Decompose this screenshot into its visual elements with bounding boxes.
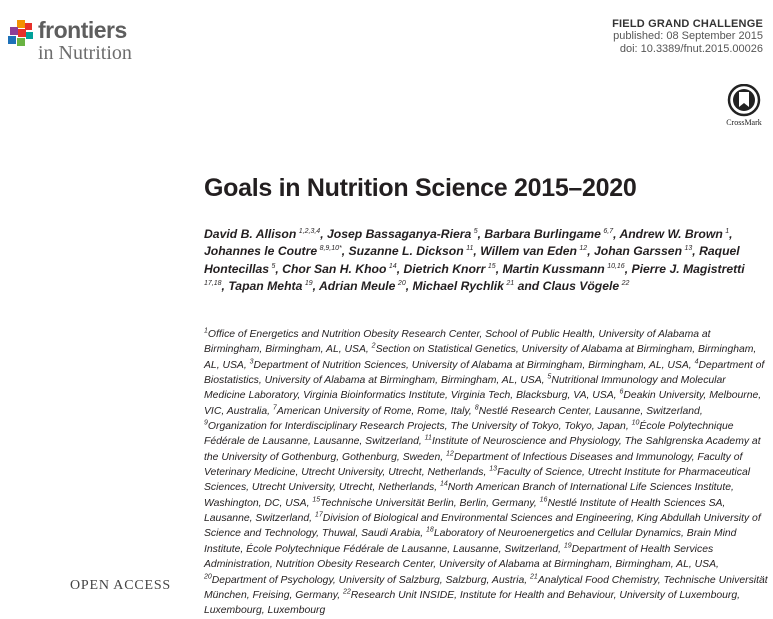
affiliation-number: 18 [426, 527, 434, 534]
author-name: Tapan Mehta [228, 278, 303, 293]
affiliation-number: 19 [563, 542, 572, 550]
affiliation-number: 8 [474, 404, 479, 412]
affiliation-text: Organization for Interdisciplinary Research Projects, The University of Tokyo, Tokyo, Japan, [207, 421, 629, 433]
affiliation-number: 1 [204, 327, 208, 335]
author-name: Martin Kussmann [502, 261, 605, 276]
author[interactable] [282, 262, 397, 276]
affiliation-text: École Polytechnique Fédérale de Lausanne, Lausanne, Switzerland, [204, 421, 734, 448]
author[interactable] [228, 279, 312, 293]
author-name: Johannes le Coutre [204, 244, 318, 259]
author-name: Andrew W. Brown [619, 227, 723, 241]
affiliation-text: Nestlé Research Center, Lausanne, Switzerland, [478, 405, 703, 417]
affiliation [250, 360, 692, 371]
author[interactable] [543, 279, 630, 293]
affiliation-number: 9 [204, 419, 208, 427]
author-name: David B. Allison [204, 227, 297, 241]
author-affiliation-ref: 13 [684, 245, 693, 253]
author-affiliation-ref: 6,7 [603, 227, 614, 235]
affiliation-text: Nestlé Institute of Health Sciences SA, Lausanne, Switzerland, [204, 497, 726, 525]
article-title: Goals in Nutrition Science 2015–2020 [204, 174, 637, 202]
open-access-label: OPEN ACCESS [70, 578, 171, 593]
affiliation-text: Department of Psychology, University of Salzburg, Salzburg, Austria, [211, 574, 528, 586]
author[interactable] [327, 227, 478, 241]
affiliation-number: 15 [312, 496, 321, 504]
author-name: Claus Vögele [542, 278, 620, 293]
author-affiliation-ref: 5 [473, 227, 478, 235]
author[interactable] [480, 244, 587, 258]
author-affiliation-ref: 14 [388, 262, 397, 270]
author-affiliation-ref: 19 [304, 279, 313, 287]
affiliation-number: 11 [424, 434, 432, 442]
affiliation-text: American University of Rome, Rome, Italy, [276, 405, 472, 417]
author[interactable] [204, 244, 342, 258]
affiliation-text: Section on Statistical Genetics, University of Alabama at Birmingham, Birmingham, AL, USA, [204, 344, 757, 371]
affiliation [204, 421, 629, 432]
author-affiliation-ref: 15 [487, 262, 496, 270]
affiliation [312, 498, 536, 509]
author[interactable] [413, 279, 515, 293]
author-name: Suzanne L. Dickson [348, 244, 464, 259]
author[interactable] [204, 227, 320, 241]
affiliation-text: Department of Biostatistics, University of Alabama at Birmingham, Birmingham, AL, USA, [204, 359, 765, 387]
frontiers-logo[interactable] [8, 16, 158, 66]
author-name: Chor San H. Khoo [282, 261, 387, 276]
affiliation [204, 575, 527, 586]
author[interactable] [349, 244, 474, 258]
published-date: published: 08 September 2015 [613, 30, 763, 42]
affiliation [475, 406, 703, 417]
author[interactable] [619, 227, 729, 241]
affiliation-text: Analytical Food Chemistry, Technische Universität München, Freising, Germany, [204, 574, 768, 601]
author-affiliation-ref: 10,16 [607, 262, 625, 270]
affiliation-number: 3 [249, 358, 254, 366]
author-affiliation-ref: 8,9,10* [319, 245, 342, 253]
affiliation-text: Office of Energetics and Nutrition Obesity Research Center, School of Public Health, University of Alabama at Birmingham, Birmingham, AL, USA, [204, 329, 711, 356]
author[interactable] [502, 262, 624, 276]
affiliation-number: 12 [446, 450, 454, 458]
author-affiliation-ref: 17,18 [204, 279, 222, 287]
affiliation-text: Department of Nutrition Sciences, University of Alabama at Birmingham, Birmingham, AL, USA, [253, 359, 692, 371]
affiliation-number: 6 [619, 388, 624, 396]
article-type: FIELD GRAND CHALLENGE [612, 18, 763, 30]
affiliations-list [204, 327, 768, 619]
author-affiliation-ref: 5 [271, 262, 276, 270]
affiliation-number: 5 [547, 373, 552, 381]
affiliation-number: 7 [272, 404, 277, 412]
author-affiliation-ref: 11 [466, 245, 474, 253]
affiliation-number: 10 [631, 419, 640, 427]
author-name: Johan Garssen [593, 244, 683, 259]
brand-name: frontiers [38, 17, 127, 43]
author-affiliation-ref: 22 [621, 279, 630, 287]
crossmark-icon [718, 84, 770, 118]
author-affiliation-ref: 21 [506, 279, 515, 287]
author-name: Adrian Meule [318, 278, 396, 293]
affiliation-text: Research Unit INSIDE, Institute for Health and Behaviour, University of Luxembourg, Luxembourg, Luxembourg [204, 589, 741, 617]
journal-name: in Nutrition [38, 42, 132, 64]
author-name: Josep Bassaganya-Riera [326, 227, 472, 241]
affiliation-text: Laboratory of Neuroenergetics and Cellular Dynamics, Brain Mind Institute, École Polytechnique Fédérale de Lausanne, Lausanne, Switzerland, [204, 528, 737, 555]
author[interactable] [319, 279, 406, 293]
affiliation-text: Department of Infectious Diseases and Immunology, Faculty of Veterinary Medicine, Utrecht University, Utrecht, Netherlands, [204, 451, 743, 479]
author-name: Michael Rychlik [412, 278, 504, 293]
author[interactable] [594, 244, 692, 258]
author-name: Raquel Hontecillas [204, 244, 740, 276]
affiliation-number: 16 [539, 496, 548, 504]
affiliation [273, 406, 472, 417]
crossmark-badge[interactable] [718, 84, 770, 134]
author-name: Pierre J. Magistretti [631, 261, 745, 276]
author[interactable] [403, 262, 495, 276]
affiliation-number: 4 [694, 358, 699, 366]
article-meta [612, 18, 763, 56]
affiliation-number: 13 [489, 465, 498, 473]
affiliation-number: 22 [342, 588, 351, 596]
author-name: Dietrich Knorr [403, 261, 486, 276]
author-name: Barbara Burlingame [484, 227, 601, 241]
frontiers-squares-icon [8, 20, 34, 46]
author-name: Willem van Eden [480, 244, 577, 259]
affiliation-number: 17 [314, 511, 323, 519]
crossmark-label: CrossMark [726, 118, 762, 127]
affiliation-text: North American Branch of International Life Sciences Institute, Washington, DC, USA, [204, 482, 734, 509]
affiliation-number: 2 [371, 342, 376, 350]
affiliation-text: Deakin University, Melbourne, VIC, Australia, [204, 390, 762, 417]
author-affiliation-ref: 1 [725, 227, 730, 235]
author-affiliation-ref: 12 [579, 245, 588, 253]
affiliation-text: Institute of Neuroscience and Physiology, The Sahlgrenska Academy at the University of Gothenburg, Gothenburg, Sweden, [204, 436, 761, 463]
affiliation-number: 20 [204, 573, 212, 581]
author[interactable] [484, 227, 613, 241]
affiliation-text: Division of Biological and Environmental Sciences and Engineering, King Abdullah University of Science and Technology, Thuwal, Saudi Arabia, [204, 513, 761, 540]
doi-link[interactable]: doi: 10.3389/fnut.2015.00026 [619, 43, 763, 55]
affiliation-number: 21 [530, 573, 538, 581]
affiliation-text: Department of Health Services Administration, Nutrition Obesity Research Center, University of Alabama at Birmingham, Birmingham, AL, USA, [204, 543, 719, 571]
author-affiliation-ref: 20 [397, 279, 406, 287]
affiliation-text: Technische Universität Berlin, Berlin, Germany, [320, 497, 537, 509]
affiliation-text: Faculty of Science, Utrecht Institute for Pharmaceutical Sciences, Utrecht University, Utrecht, Netherlands, [204, 467, 751, 494]
author-list: David B. Allison $^{1,2,3,4}$, Josep Bassaganya-Riera $^5$, Barbara Burlingame $^{6,7}$, Andrew W. Brown $^1$, Johannes le Coutre $^{8,9,10*}$, Suzanne L. Dickson $^{11}$, Willem van Eden $^{12}$, Johan Garssen $^{13}$, Raquel Hontecillas $^5$, Chor San H. Khoo $^{14}$, Dietrich Knorr $^{15}$, Martin Kussmann $^{10,16}$, Pierre J. Magistretti $^{17,18}$, Tapan Mehta $^{19}$, Adrian Meule $^{20}$, Michael Rychlik $^{21}$ and Claus Vögele $^{22}$ [204, 226, 764, 295]
affiliation-number: 14 [440, 480, 448, 488]
affiliation-text: Nutritional Immunology and Molecular Medicine Laboratory, Virginia Bioinformatics Institute, Virginia Tech, Blacksburg, VA, USA, [204, 375, 726, 402]
author-affiliation-ref: 1,2,3,4 [298, 227, 321, 235]
